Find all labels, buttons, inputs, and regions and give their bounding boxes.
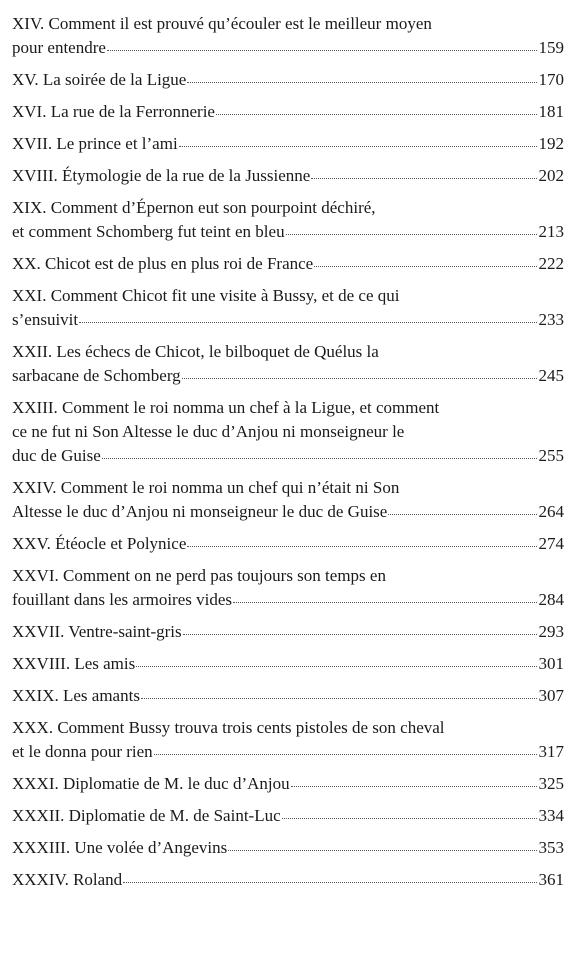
toc-entry-last-line (12, 532, 564, 556)
dot-leader (311, 178, 536, 179)
toc-entry-title-line: XXI. Comment Chicot fit une visite à Bussy, et de ce qui (12, 286, 400, 305)
toc-entry-title-line: XXIV. Comment le roi nomma un chef qui n’était ni Son (12, 478, 400, 497)
dot-leader (141, 698, 537, 699)
dot-leader (136, 666, 536, 667)
toc-entry-last-line (12, 588, 564, 612)
toc-entry-title-line: XVIII. Étymologie de la rue de la Jussienne (12, 166, 311, 185)
toc-entry-title-line: pour entendre (12, 38, 106, 57)
toc-entry (12, 284, 564, 332)
dot-leader (314, 266, 536, 267)
toc-entry (12, 196, 564, 244)
toc-entry-page-number: 245 (538, 366, 564, 385)
toc-entry-last-line (12, 444, 564, 468)
toc-entry-last-line (12, 164, 564, 188)
toc-entry (12, 564, 564, 612)
toc-entry (12, 772, 564, 796)
toc-entry (12, 340, 564, 388)
toc-entry-title-line: Altesse le duc d’Anjou ni monseigneur le duc de Guise (12, 502, 388, 521)
toc-entry-page-number: 222 (538, 254, 564, 273)
toc-entry-last-line (12, 100, 564, 124)
dot-leader (187, 546, 536, 547)
toc-entry-last-line (12, 868, 564, 892)
dot-leader (286, 234, 537, 235)
toc-entry-page-number: 170 (538, 70, 564, 89)
dot-leader (282, 818, 537, 819)
toc-entry (12, 252, 564, 276)
dot-leader (154, 754, 537, 755)
dot-leader (187, 82, 536, 83)
dot-leader (102, 458, 537, 459)
toc-entry-page-number: 159 (538, 38, 564, 57)
toc-entry-title-line: XXXII. Diplomatie de M. de Saint-Luc (12, 806, 281, 825)
toc-entry-last-line (12, 836, 564, 860)
toc-entry-page-number: 361 (538, 870, 564, 889)
dot-leader (228, 850, 536, 851)
toc-entry-last-line (12, 364, 564, 388)
toc-entry (12, 684, 564, 708)
toc-entry-title-line: fouillant dans les armoires vides (12, 590, 233, 609)
toc-entry-title-line: XXXIV. Roland (12, 870, 123, 889)
dot-leader (291, 786, 537, 787)
toc-entry-title-line: XXVI. Comment on ne perd pas toujours son temps en (12, 566, 386, 585)
toc-entry-page-number: 202 (538, 166, 564, 185)
dot-leader (79, 322, 536, 323)
toc-entry-page-number: 274 (538, 534, 564, 553)
dot-leader (123, 882, 536, 883)
toc-entry-title-line: XXX. Comment Bussy trouva trois cents pistoles de son cheval (12, 718, 445, 737)
toc-entry-title-line: et le donna pour rien (12, 742, 153, 761)
dot-leader (216, 114, 537, 115)
toc-entry-title-line: XVI. La rue de la Ferronnerie (12, 102, 215, 121)
toc-entry (12, 532, 564, 556)
toc-entry-last-line (12, 308, 564, 332)
toc-entry-last-line (12, 652, 564, 676)
dot-leader (182, 378, 537, 379)
table-of-contents (12, 12, 564, 892)
toc-entry-title-line: XXVII. Ventre-saint-gris (12, 622, 182, 641)
toc-entry-page-number: 213 (538, 222, 564, 241)
toc-entry (12, 476, 564, 524)
toc-entry-title-line: duc de Guise (12, 446, 101, 465)
toc-entry-last-line (12, 500, 564, 524)
toc-entry-title-line: et comment Schomberg fut teint en bleu (12, 222, 285, 241)
toc-entry (12, 836, 564, 860)
dot-leader (388, 514, 536, 515)
toc-entry-last-line (12, 68, 564, 92)
toc-entry-page-number: 334 (538, 806, 564, 825)
toc-entry-page-number: 264 (538, 502, 564, 521)
toc-entry-page-number: 255 (538, 446, 564, 465)
toc-entry-page-number: 293 (538, 622, 564, 641)
toc-entry-page-number: 181 (538, 102, 564, 121)
toc-entry-title-line: XXIII. Comment le roi nomma un chef à la Ligue, et comment (12, 398, 440, 417)
toc-entry (12, 12, 564, 60)
toc-entry-last-line (12, 220, 564, 244)
toc-entry-last-line (12, 36, 564, 60)
toc-entry-page-number: 317 (538, 742, 564, 761)
toc-entry (12, 396, 564, 468)
toc-entry (12, 620, 564, 644)
toc-entry-title-line: XIX. Comment d’Épernon eut son pourpoint déchiré, (12, 198, 376, 217)
toc-entry-page-number: 307 (538, 686, 564, 705)
toc-entry-last-line (12, 132, 564, 156)
dot-leader (233, 602, 536, 603)
toc-entry (12, 868, 564, 892)
toc-entry-title-line: XIV. Comment il est prouvé qu’écouler est le meilleur moyen (12, 14, 432, 33)
toc-entry-last-line (12, 620, 564, 644)
toc-entry (12, 68, 564, 92)
toc-entry-title-line: s’ensuivit (12, 310, 79, 329)
toc-entry-page-number: 233 (538, 310, 564, 329)
toc-entry (12, 164, 564, 188)
toc-entry (12, 132, 564, 156)
toc-entry (12, 652, 564, 676)
toc-entry-last-line (12, 740, 564, 764)
toc-entry-page-number: 192 (538, 134, 564, 153)
toc-entry-last-line (12, 684, 564, 708)
toc-entry-title-line: sarbacane de Schomberg (12, 366, 181, 385)
toc-entry-title-line: XXXI. Diplomatie de M. le duc d’Anjou (12, 774, 290, 793)
toc-entry (12, 100, 564, 124)
toc-entry-page-number: 353 (538, 838, 564, 857)
toc-entry-title-line: XXIX. Les amants (12, 686, 140, 705)
toc-entry (12, 804, 564, 828)
toc-entry-page-number: 301 (538, 654, 564, 673)
toc-entry-page-number: 325 (538, 774, 564, 793)
toc-entry-title-line: XVII. Le prince et l’ami (12, 134, 178, 153)
dot-leader (179, 146, 537, 147)
toc-entry-last-line (12, 252, 564, 276)
dot-leader (107, 50, 537, 51)
toc-entry-title-line: XXVIII. Les amis (12, 654, 136, 673)
toc-entry-title-line: XXV. Étéocle et Polynice (12, 534, 187, 553)
toc-entry-title-line: XX. Chicot est de plus en plus roi de France (12, 254, 314, 273)
toc-entry-last-line (12, 804, 564, 828)
toc-entry-title-line: XV. La soirée de la Ligue (12, 70, 187, 89)
toc-entry-last-line (12, 772, 564, 796)
toc-entry-title-line: XXXIII. Une volée d’Angevins (12, 838, 228, 857)
toc-entry (12, 716, 564, 764)
toc-entry-title-line: ce ne fut ni Son Altesse le duc d’Anjou ni monseigneur le (12, 422, 405, 441)
toc-entry-title-line: XXII. Les échecs de Chicot, le bilboquet de Quélus la (12, 342, 379, 361)
dot-leader (183, 634, 537, 635)
toc-entry-page-number: 284 (538, 590, 564, 609)
